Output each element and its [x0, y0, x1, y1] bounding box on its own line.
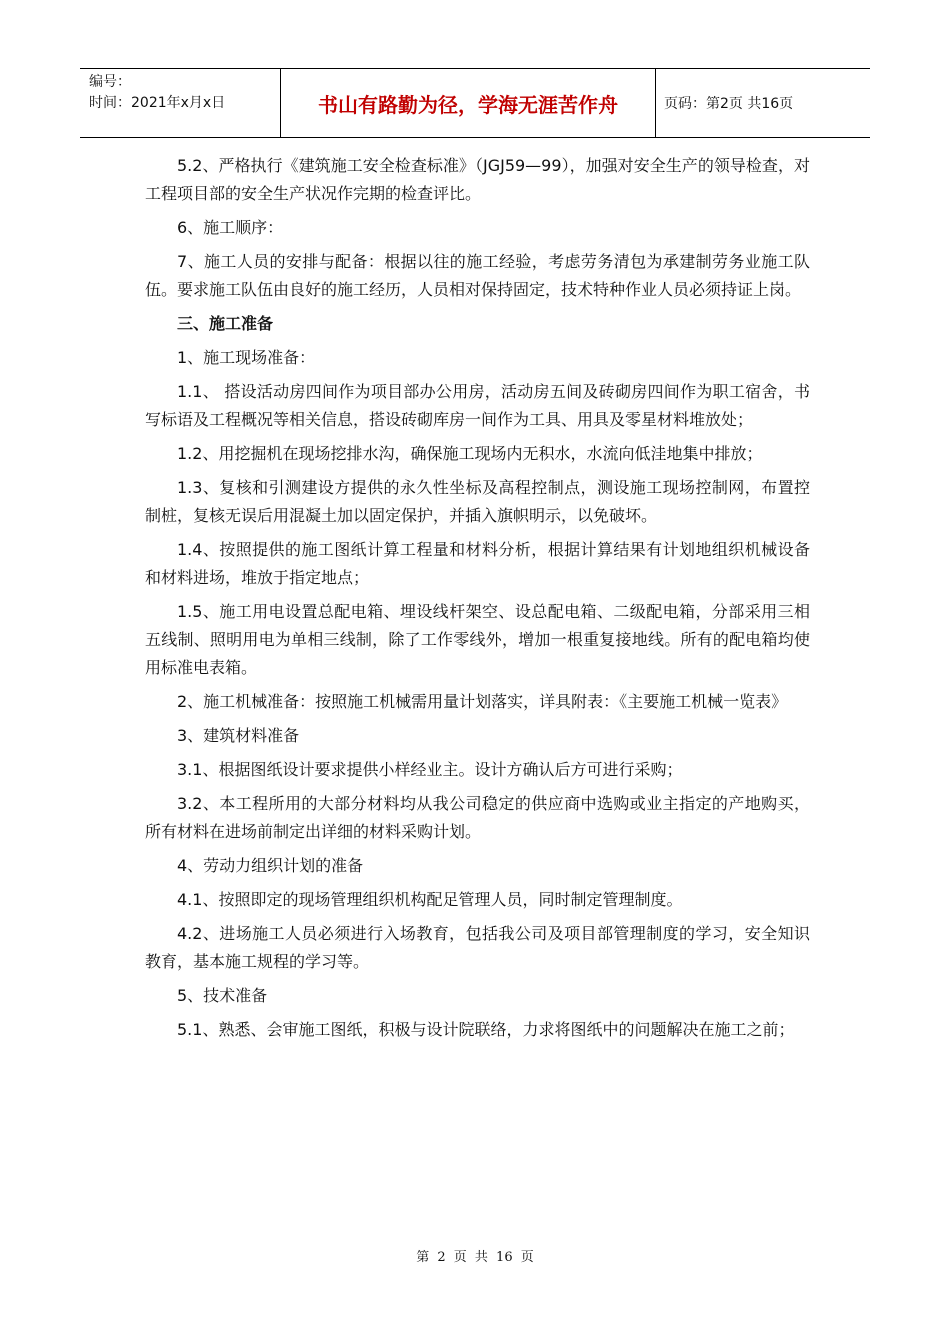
paragraph-3: 3、建筑材料准备 — [177, 726, 300, 745]
header-meta — [80, 69, 281, 137]
paragraph-5: 5、技术准备 — [177, 986, 268, 1005]
paragraph-4-1: 4.1、按照即定的现场管理组织机构配足管理人员，同时制定管理制度。 — [177, 890, 683, 909]
paragraph-1-5: 1.5、施工用电设置总配电箱、埋设线杆架空、设总配电箱、二级配电箱，分部采用三相五线制、照明用电为单相三线制，除了工作零线外，增加一根重复接地线。所有的配电箱均使用标准电表箱。 — [145, 602, 810, 677]
paragraph-6: 6、施工顺序： — [177, 218, 284, 237]
paragraph-3-1: 3.1、根据图纸设计要求提供小样经业主。设计方确认后方可进行采购； — [177, 760, 683, 779]
doc-number-label: 编号： — [89, 74, 131, 90]
document-body — [145, 152, 810, 1050]
paragraph-2: 2、施工机械准备：按照施工机械需用量计划落实，详具附表：《主要施工机械一览表》 — [177, 692, 788, 711]
paragraph-7: 7、施工人员的安排与配备：根据以往的施工经验，考虑劳务清包为承建制劳务业施工队伍。要求施工队伍由良好的施工经历，人员相对保持固定，技术特种作业人员必须持证上岗。 — [145, 252, 810, 299]
paragraph-1-2: 1.2、用挖掘机在现场挖排水沟，确保施工现场内无积水，水流向低洼地集中排放； — [177, 444, 763, 463]
paragraph-4-2: 4.2、进场施工人员必须进行入场教育，包括我公司及项目部管理制度的学习，安全知识教育，基本施工规程的学习等。 — [145, 924, 810, 971]
page-footer: 第 2 页 共 16 页 — [416, 1250, 534, 1265]
paragraph-1: 1、施工现场准备： — [177, 348, 316, 367]
paragraph-1-4: 1.4、按照提供的施工图纸计算工程量和材料分析，根据计算结果有计划地组织机械设备和材料进场，堆放于指定地点； — [145, 540, 810, 587]
paragraph-5-2: 5.2、严格执行《建筑施工安全检查标准》（JGJ59—99），加强对安全生产的领导检查，对工程项目部的安全生产状况作完期的检查评比。 — [145, 156, 810, 203]
paragraph-3-2: 3.2、本工程所用的大部分材料均从我公司稳定的供应商中选购或业主指定的产地购买，所有材料在进场前制定出详细的材料采购计划。 — [145, 794, 810, 841]
page-header — [80, 68, 870, 138]
doc-time-label: 时间：2021年x月x日 — [89, 95, 226, 111]
paragraph-4: 4、劳动力组织计划的准备 — [177, 856, 364, 875]
section-heading-construction-prep: 三、施工准备 — [177, 314, 274, 333]
header-motto: 书山有路勤为径，学海无涯苦作舟 — [281, 69, 656, 137]
header-page-number: 页码：第2页 共16页 — [664, 96, 794, 112]
paragraph-1-1: 1.1、 搭设活动房四间作为项目部办公用房，活动房五间及砖砌房四间作为职工宿舍，书写标语及工程概况等相关信息，搭设砖砌库房一间作为工具、用具及零星材料堆放处； — [145, 382, 810, 429]
paragraph-1-3: 1.3、复核和引测建设方提供的永久性坐标及高程控制点，测设施工现场控制网，布置控制桩，复核无误后用混凝土加以固定保护，并插入旗帜明示，以免破坏。 — [145, 478, 810, 525]
paragraph-5-1: 5.1、熟悉、会审施工图纸，积极与设计院联络，力求将图纸中的问题解决在施工之前； — [177, 1020, 795, 1039]
